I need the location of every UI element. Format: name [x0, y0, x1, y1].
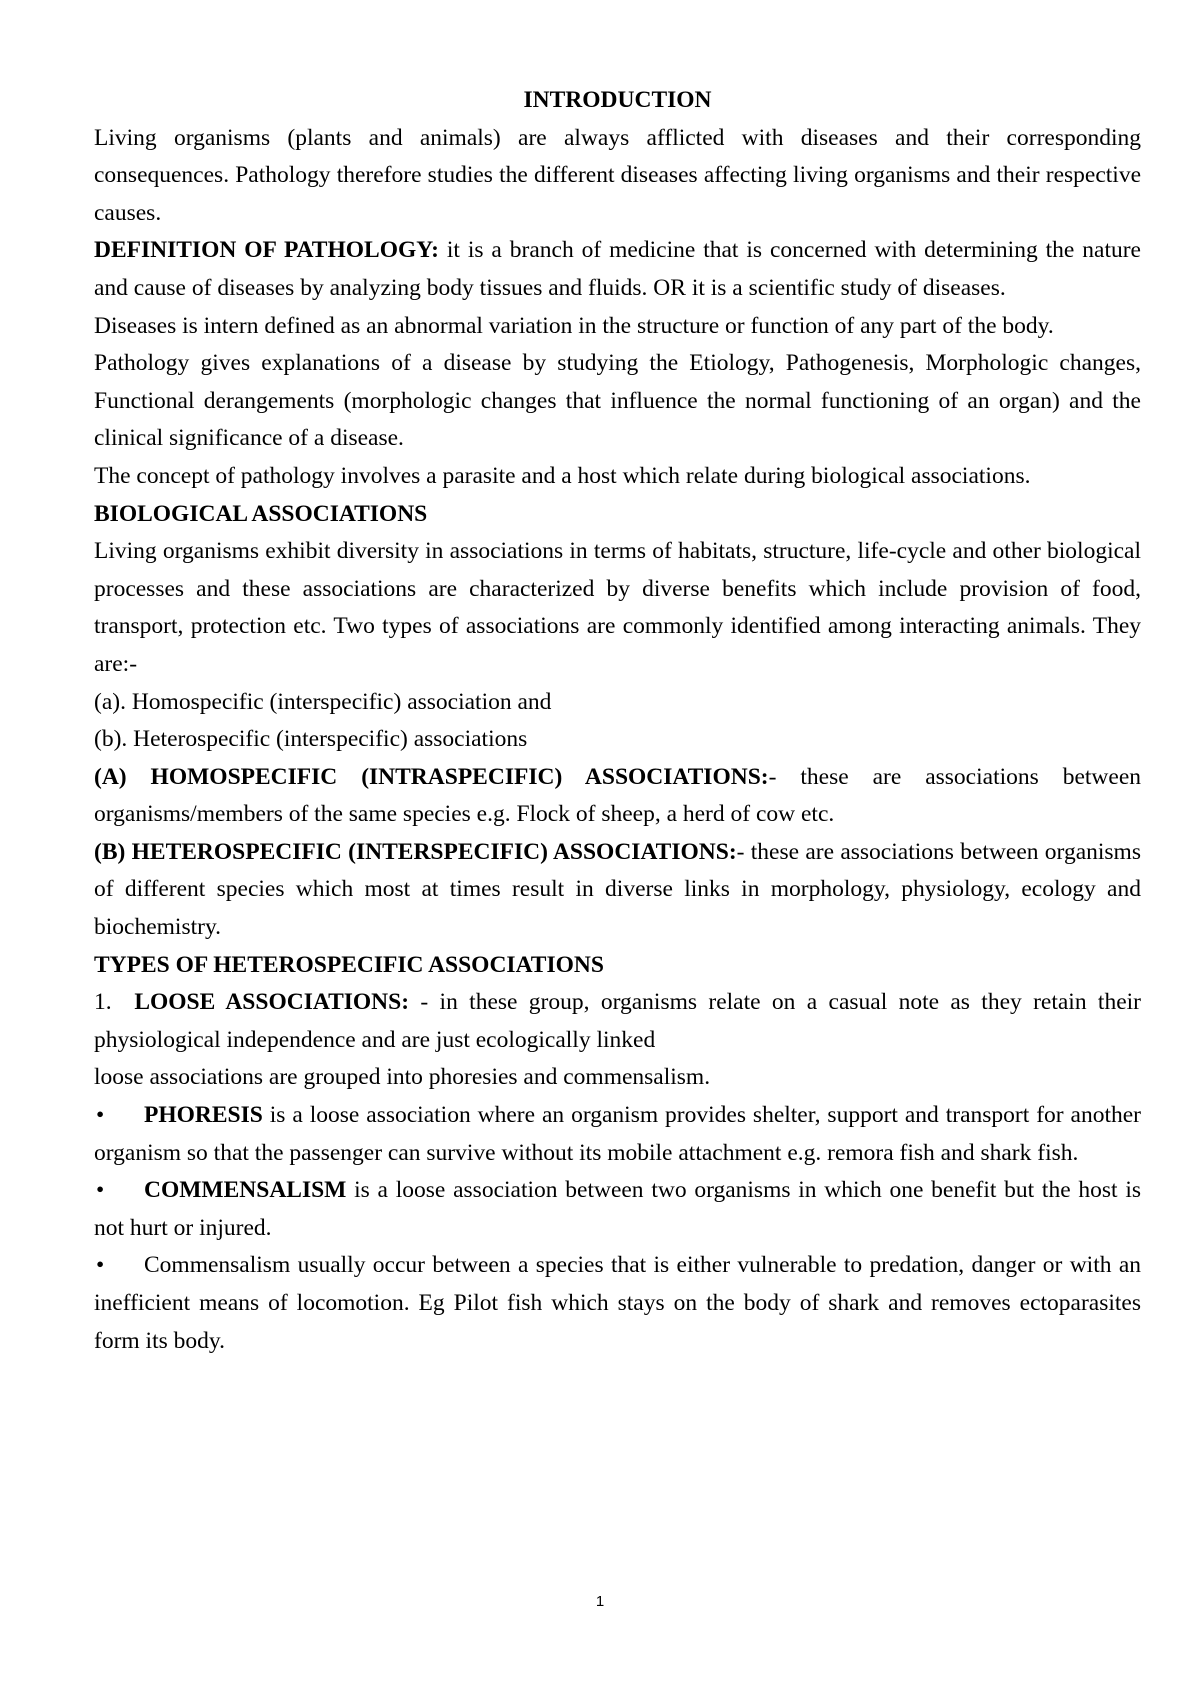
paragraph-heterospecific — [94, 834, 1141, 947]
document-body — [94, 82, 1141, 1360]
loose-number: 1. — [94, 989, 112, 1016]
paragraph-biological-associations: Living organisms exhibit diversity in associations in terms of habitats, structure, life-cycle and other biological processes and these associations are characterized by diverse benefits which include provision of food, transport, protection etc. Two types of associations are commonly identified among interacting animals. They are:- — [94, 538, 1141, 677]
paragraph-diseases: Diseases is intern defined as an abnormal variation in the structure or function of any part of the body. — [94, 312, 1054, 339]
definition-term: DEFINITION OF PATHOLOGY: — [94, 237, 439, 264]
list-item-a: (a). Homospecific (interspecific) association and — [94, 688, 552, 715]
paragraph-pathology-explanations: Pathology gives explanations of a disease by studying the Etiology, Pathogenesis, Morphologic changes, Functional derangements (morphologic changes that influence the normal functioning of an organ) and the clinical significance of a disease. — [94, 350, 1141, 452]
paragraph-intro: Living organisms (plants and animals) are always afflicted with diseases and their corresponding consequences. Pathology therefore studies the different diseases affecting living organisms and their respective causes. — [94, 124, 1141, 226]
paragraph-definition — [94, 232, 1141, 307]
heterospecific-term: (B) HETEROSPECIFIC (INTERSPECIFIC) ASSOCIATIONS: — [94, 838, 737, 865]
paragraph-homospecific — [94, 759, 1141, 834]
loose-text: - in these group, organisms relate on a casual note as they retain their physiological independence and are just ecologically linked — [94, 989, 1141, 1053]
types-heading-text: TYPES OF HETEROSPECIFIC ASSOCIATIONS — [94, 951, 604, 978]
bullet-term: PHORESIS — [144, 1102, 263, 1129]
page-number: 1 — [595, 1593, 605, 1610]
bio-heading-text: BIOLOGICAL ASSOCIATIONS — [94, 500, 428, 527]
homospecific-text: - these are associations between organisms/members of the same species e.g. Flock of sheep, a herd of cow etc. — [94, 763, 1142, 828]
heading-types-heterospecific — [94, 947, 1141, 985]
title-text: INTRODUCTION — [523, 87, 712, 113]
heading-biological-associations — [94, 496, 1141, 534]
bullet-text: is a loose association where an organism provides shelter, support and transport for another organism so that the passenger can survive without its mobile attachment e.g. remora fish and shark fish. — [94, 1102, 1141, 1166]
bullet-text: Commensalism usually occur between a species that is either vulnerable to predation, danger or with an inefficient means of locomotion. Eg Pilot fish which stays on the body of shark and removes ectoparasites form its body. — [94, 1252, 1141, 1354]
section-title-introduction — [94, 82, 1141, 120]
list-item-b: (b). Heterospecific (interspecific) associations — [94, 726, 528, 753]
bullet-item-commensalism — [94, 1172, 1141, 1247]
loose-term: LOOSE ASSOCIATIONS: — [134, 989, 410, 1016]
bullet-item-phoresis — [94, 1097, 1141, 1172]
definition-text: it is a branch of medicine that is concerned with determining the nature and cause of diseases by analyzing body tissues and fluids. OR it is a scientific study of diseases. — [94, 237, 1141, 301]
homospecific-term: (A) HOMOSPECIFIC (INTRASPECIFIC) ASSOCIATIONS: — [94, 763, 769, 790]
bullet-term: COMMENSALISM — [144, 1177, 347, 1204]
heterospecific-text: - these are associations between organisms of different species which most at times result in diverse links in morphology, physiology, ecology and biochemistry. — [94, 838, 1141, 941]
paragraph-loose-grouped: loose associations are grouped into phoresies and commensalism. — [94, 1064, 711, 1091]
bullet-text: is a loose association between two organisms in which one benefit but the host is not hurt or injured. — [94, 1177, 1141, 1241]
paragraph-concept: The concept of pathology involves a parasite and a host which relate during biological associations. — [94, 462, 1031, 489]
bullet-icon: • — [96, 1177, 105, 1204]
paragraph-loose-associations — [94, 984, 1141, 1059]
bullet-icon: • — [96, 1252, 105, 1279]
bullet-item-commensalism-occurrence — [94, 1247, 1141, 1360]
bullet-icon: • — [96, 1102, 105, 1129]
